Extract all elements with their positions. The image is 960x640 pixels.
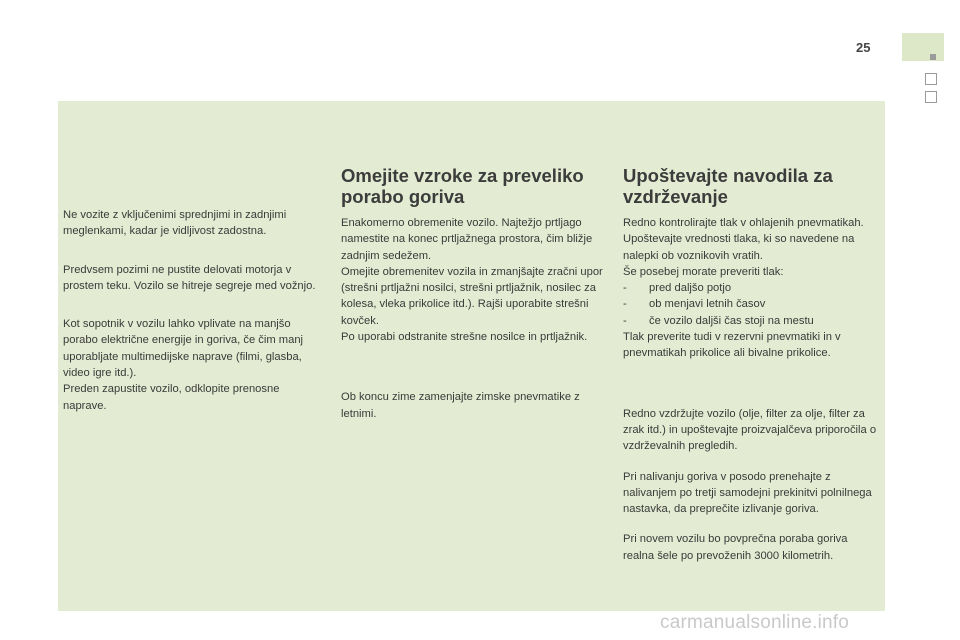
col3-paragraph-6: Pri novem vozilu bo povprečna poraba goriva realna šele po prevoženih 3000 kilometrih. [623, 533, 848, 562]
list-text: pred daljšo potjo [649, 282, 732, 295]
col3-paragraph-1: Redno kontrolirajte tlak v ohlajenih pnevmatikah. Upoštevajte vrednosti tlaka, ki so navedene na nalepki ob voznikovih vratih. [623, 217, 864, 262]
col3-paragraph-4: Redno vzdržujte vozilo (olje, filter za olje, filter za zrak itd.) in upoštevajte proizvajalčeva priporočila o vzdrževalnih pregledih. [623, 407, 877, 453]
list-text: ob menjavi letnih časov [649, 298, 766, 311]
col1-paragraph-4: Preden zapustite vozilo, odklopite prenosne naprave. [63, 383, 280, 412]
column-left [63, 207, 325, 414]
list-item [623, 296, 881, 312]
col2-paragraph-3: Po uporabi odstranite strešne nosilce in prtljažnik. [341, 331, 588, 344]
col1-paragraph-2: Predvsem pozimi ne pustite delovati motorja v prostem teku. Vozilo se hitreje segreje med vožnjo. [63, 263, 316, 292]
col3-paragraph-5: Pri nalivanju goriva v posodo prenehajte z nalivanjem po tretji samodejni prekinitvi polnilnega nastavka, da preprečite izlivanje goriva. [623, 470, 872, 516]
col3-heading: Upoštevajte navodila za vzdrževanje [623, 165, 833, 207]
column-middle [341, 165, 603, 422]
nav-square-1 [925, 73, 937, 85]
list-item [623, 280, 881, 296]
nav-square-2 [925, 91, 937, 103]
col2-paragraph-2: Omejite obremenitev vozila in zmanjšajte zračni upor (strešni prtljažni nosilci, strešni prtljažnik, nosilec za kolesa, vleka prikolice itd.). Rajši uporabite strešni kovček. [341, 265, 603, 327]
col2-paragraph-1: Enakomerno obremenite vozilo. Najtežjo prtljago namestite na konec prtljažnega prostora, čim bližje zadnjim sedežem. [341, 217, 593, 262]
page-number: 25 [856, 40, 871, 55]
watermark: carmanualsonline.info [660, 612, 850, 633]
col2-heading: Omejite vzroke za preveliko porabo goriva [341, 165, 584, 207]
list-dash: - [623, 282, 627, 295]
list-item [623, 313, 881, 329]
tab-marker [930, 54, 936, 60]
col1-paragraph-1: Ne vozite z vključenimi sprednjimi in zadnjimi meglenkami, kadar je vidljivost zadostna. [63, 209, 287, 238]
list-dash: - [623, 314, 627, 327]
list-text: če vozilo daljši čas stoji na mestu [649, 314, 814, 327]
col2-paragraph-4: Ob koncu zime zamenjajte zimske pnevmatike z letnimi. [341, 391, 580, 420]
list-dash: - [623, 298, 627, 311]
page-tab [902, 33, 944, 61]
col3-paragraph-3: Tlak preverite tudi v rezervni pnevmatiki in v pnevmatikah prikolice ali bivalne prikolice. [623, 331, 841, 360]
column-right [623, 165, 881, 564]
col3-paragraph-2: Še posebej morate preveriti tlak: [623, 265, 784, 278]
col1-paragraph-3: Kot sopotnik v vozilu lahko vplivate na manjšo porabo električne energije in goriva, če čim manj uporabljate multimedijske naprave (filmi, glasba, video igre itd.). [63, 318, 304, 380]
